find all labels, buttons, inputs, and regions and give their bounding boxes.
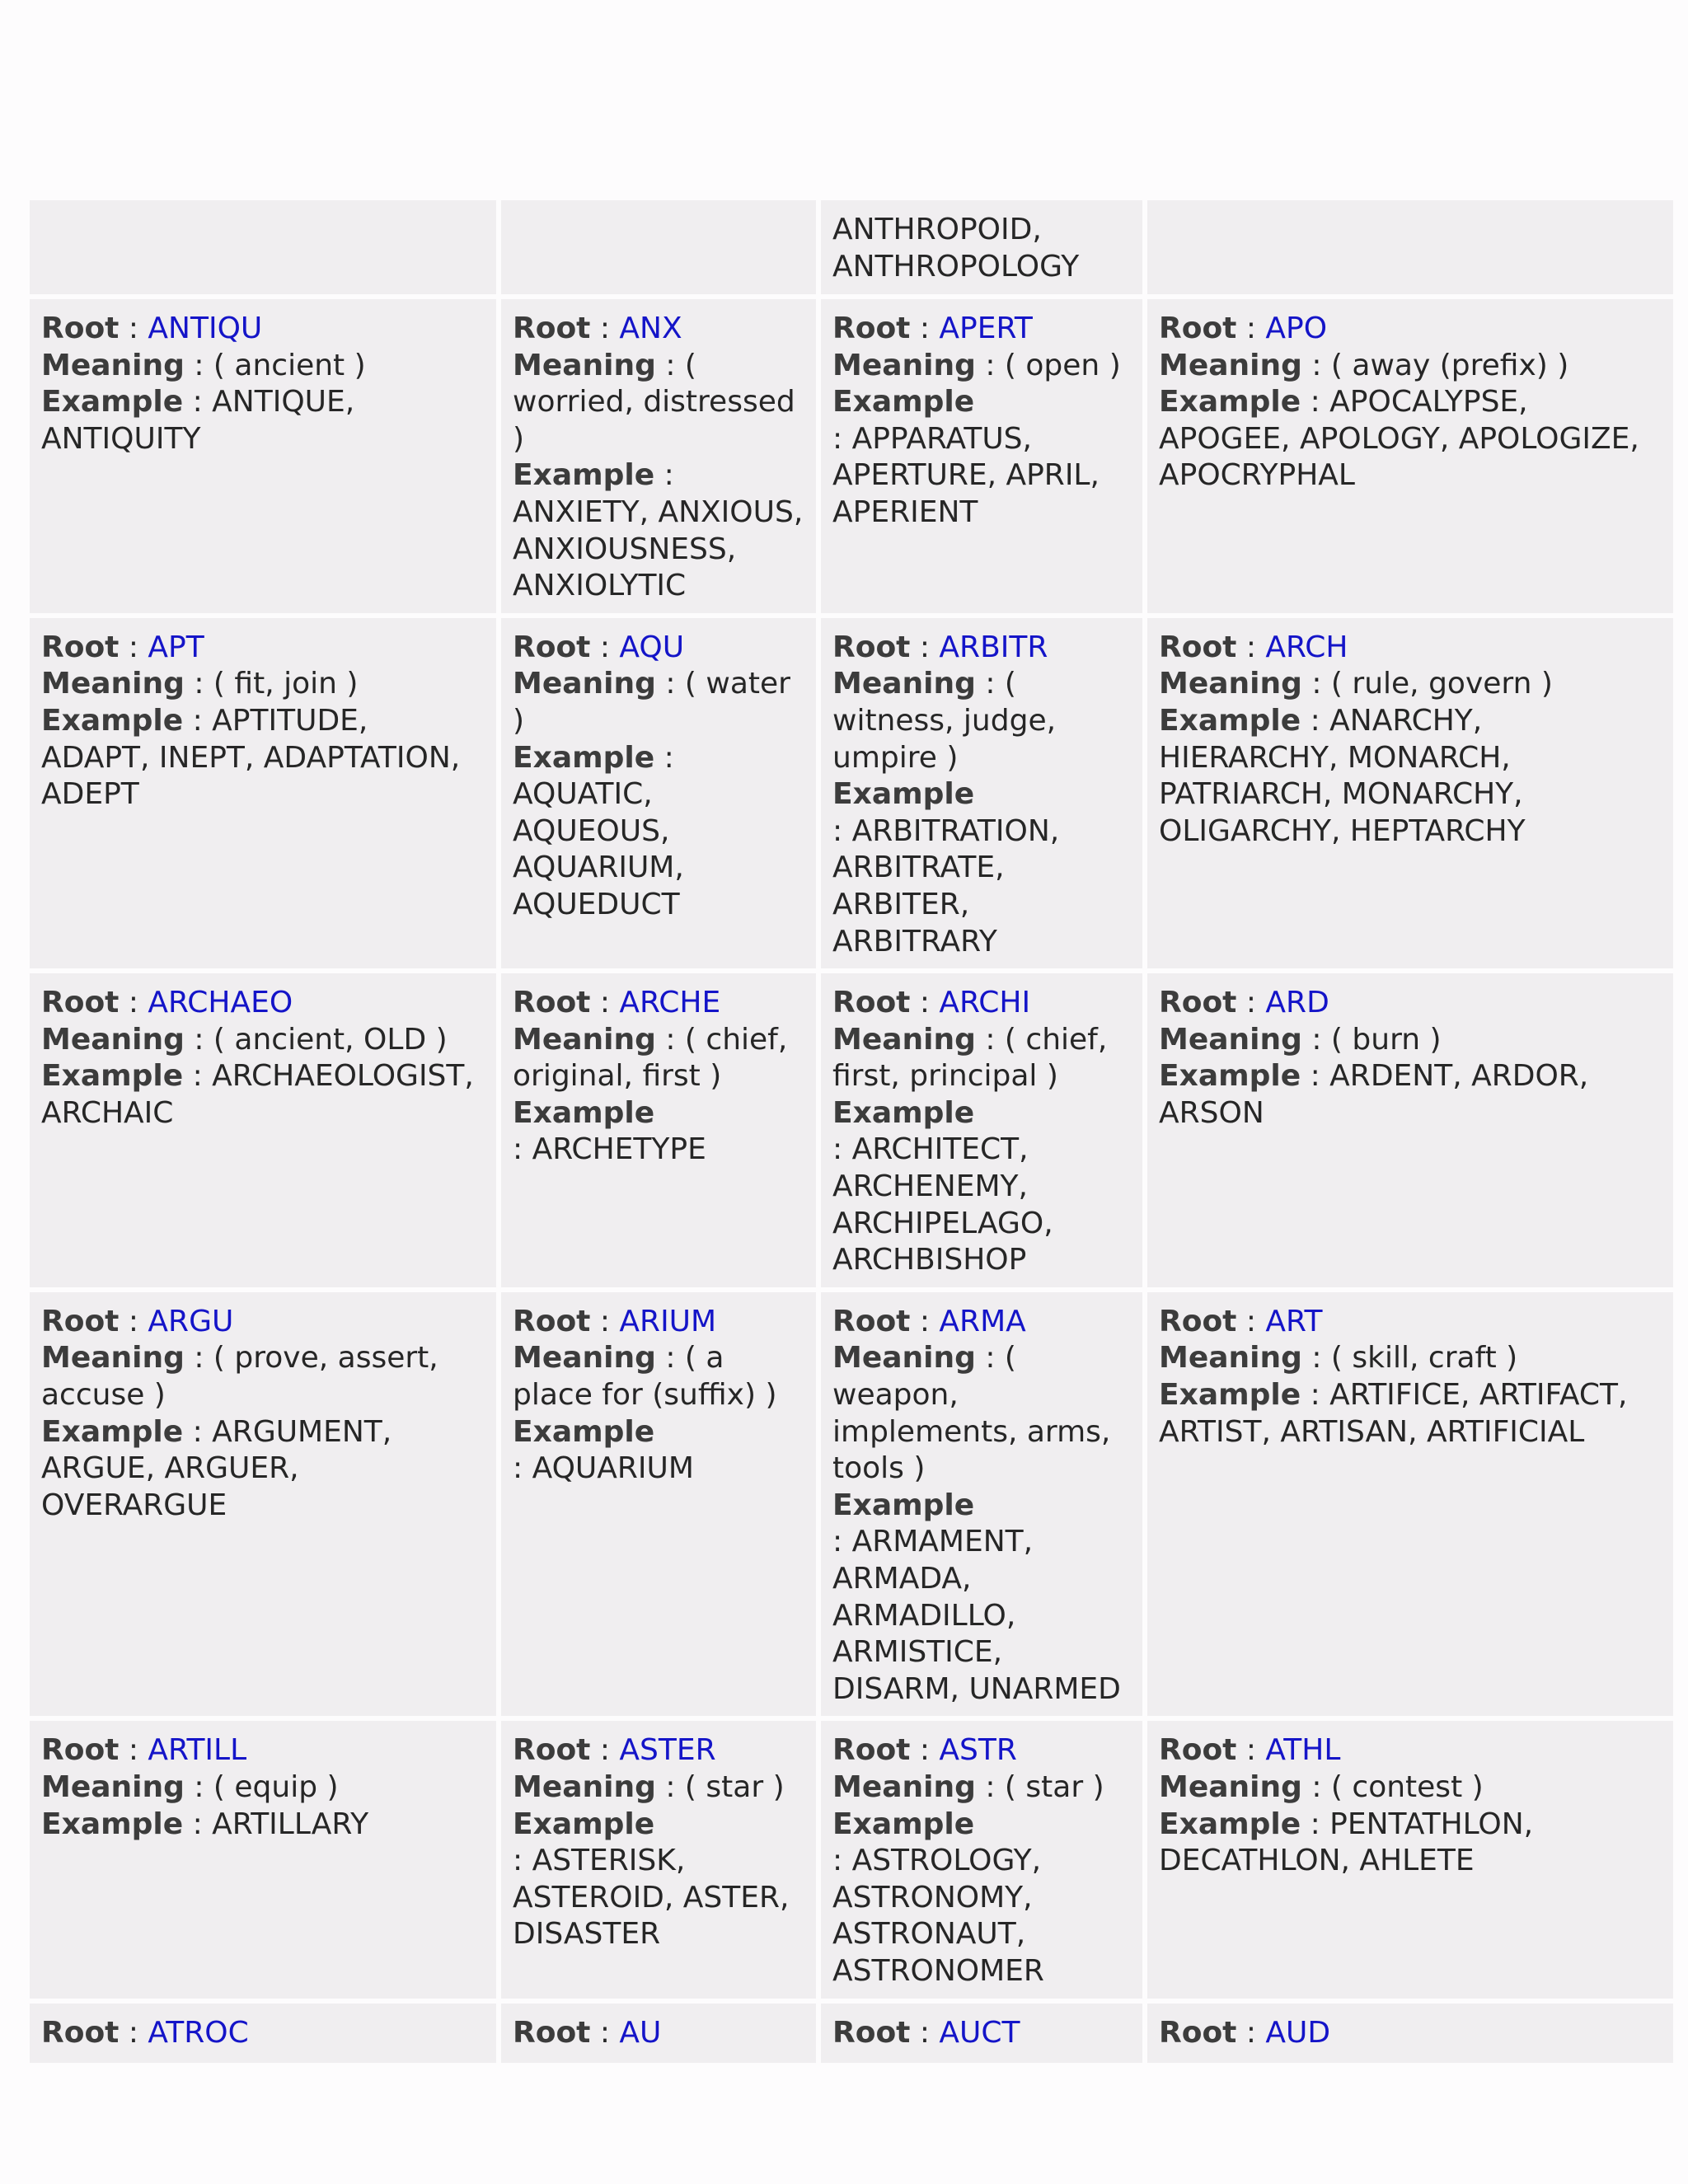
root-entry-cell xyxy=(501,1721,816,1998)
meaning-line xyxy=(41,666,485,703)
root-label: Root xyxy=(832,630,911,664)
root-value: APT xyxy=(148,630,204,664)
separator: : xyxy=(1301,703,1330,738)
example-value: ARMAMENT, ARMADA, ARMADILLO, ARMISTICE, DISARM, UNARMED xyxy=(832,1525,1121,1706)
example-value: ARTIFICE, ARTIFACT, ARTIST, ARTISAN, ARTIFICIAL xyxy=(1159,1378,1628,1449)
root-value: ASTR xyxy=(939,1733,1017,1768)
example-value: ASTERISK, ASTEROID, ASTER, DISASTER xyxy=(513,1844,790,1952)
separator: : xyxy=(590,1304,620,1338)
example-value: ARCHAEOLOGIST, ARCHAIC xyxy=(41,1059,474,1130)
example-value: ANARCHY, HIERARCHY, MONARCH, PATRIARCH, MONARCHY, OLIGARCHY, HEPTARCHY xyxy=(1159,703,1526,848)
root-line xyxy=(513,630,804,667)
meaning-line xyxy=(832,1022,1131,1095)
example-label: Example xyxy=(1159,1059,1301,1094)
example-line xyxy=(513,457,804,604)
separator: : xyxy=(1236,1304,1266,1338)
root-entry-cell xyxy=(821,200,1142,294)
meaning-label: Meaning xyxy=(513,667,656,701)
root-value: ARGU xyxy=(148,1304,234,1338)
example-line xyxy=(513,1414,804,1488)
root-entry-cell xyxy=(821,299,1142,613)
separator: : xyxy=(1301,1807,1330,1841)
example-value: ARCHETYPE xyxy=(532,1132,706,1167)
meaning-label: Meaning xyxy=(41,348,185,382)
meaning-value: ( worried, distressed ) xyxy=(513,348,795,456)
meaning-label: Meaning xyxy=(1159,348,1302,382)
root-value: ARCHE xyxy=(619,986,721,1020)
root-value: ARCH xyxy=(1265,630,1348,664)
example-value: ANTIQUE, ANTIQUITY xyxy=(41,385,355,456)
separator: : xyxy=(655,1341,685,1376)
meaning-value: ( weapon, implements, arms, tools ) xyxy=(832,1341,1111,1486)
root-entry-cell xyxy=(30,973,496,1287)
separator: : xyxy=(183,1807,213,1841)
separator: : xyxy=(590,986,620,1020)
meaning-label: Meaning xyxy=(1159,1341,1302,1376)
root-label: Root xyxy=(41,630,120,664)
example-label: Example xyxy=(1159,385,1301,419)
root-label: Root xyxy=(1159,1733,1237,1768)
root-value: ARMA xyxy=(939,1304,1026,1338)
meaning-line xyxy=(1159,348,1662,385)
root-label: Root xyxy=(832,986,911,1020)
separator: : xyxy=(975,1341,1005,1376)
meaning-label: Meaning xyxy=(1159,1022,1302,1057)
root-entry-cell xyxy=(501,973,816,1287)
example-line xyxy=(832,384,1131,531)
separator: : xyxy=(832,421,852,456)
table-row xyxy=(30,299,1673,613)
separator: : xyxy=(513,1844,532,1878)
example-label: Example xyxy=(1159,1807,1301,1841)
meaning-line xyxy=(1159,1769,1662,1807)
root-value: ATROC xyxy=(148,2015,249,2050)
example-label: Example xyxy=(832,1095,975,1130)
example-line xyxy=(1159,703,1662,850)
meaning-value: ( ancient ) xyxy=(213,348,366,382)
separator: : xyxy=(1301,348,1331,382)
example-value: ARTILLARY xyxy=(212,1807,369,1841)
table-row xyxy=(30,618,1673,968)
root-line xyxy=(832,1732,1131,1769)
root-line xyxy=(513,1304,804,1341)
meaning-value: ( equip ) xyxy=(213,1769,339,1804)
meaning-value: ( rule, govern ) xyxy=(1330,667,1553,701)
root-label: Root xyxy=(1159,312,1237,345)
root-entry-cell xyxy=(1147,200,1673,294)
example-line xyxy=(832,1095,1131,1279)
separator: : xyxy=(654,458,674,493)
meaning-label: Meaning xyxy=(1159,1769,1302,1804)
meaning-line xyxy=(41,1769,485,1807)
meaning-line xyxy=(832,666,1131,776)
meaning-value: ( witness, judge, umpire ) xyxy=(832,667,1057,775)
table-row xyxy=(30,1721,1673,1998)
meaning-label: Meaning xyxy=(41,667,185,701)
root-entry-cell xyxy=(821,1721,1142,1998)
meaning-value: ( water ) xyxy=(513,667,790,738)
separator: : xyxy=(184,1769,213,1804)
example-line xyxy=(513,1807,804,1953)
separator: : xyxy=(183,385,213,419)
example-line xyxy=(41,703,485,813)
example-label: Example xyxy=(41,1414,184,1449)
root-line xyxy=(513,985,804,1022)
separator: : xyxy=(910,1733,940,1768)
meaning-value: ( skill, craft ) xyxy=(1330,1341,1518,1376)
meaning-value: ( contest ) xyxy=(1330,1769,1484,1804)
root-line xyxy=(513,1732,804,1769)
example-value: APTITUDE, ADAPT, INEPT, ADAPTATION, ADEPT xyxy=(41,703,461,812)
root-line xyxy=(513,2015,804,2052)
separator: : xyxy=(1301,1059,1330,1094)
separator: : xyxy=(590,312,620,345)
root-label: Root xyxy=(41,2015,120,2050)
root-line xyxy=(1159,1732,1662,1769)
meaning-line xyxy=(1159,666,1662,703)
separator: : xyxy=(655,348,685,382)
example-label: Example xyxy=(832,1488,975,1522)
separator: : xyxy=(513,1132,532,1167)
root-entry-cell xyxy=(30,1721,496,1998)
separator: : xyxy=(183,1414,213,1449)
separator: : xyxy=(119,630,148,664)
separator: : xyxy=(184,1022,213,1057)
root-entry-cell xyxy=(501,1292,816,1717)
example-line xyxy=(832,776,1131,960)
root-line xyxy=(1159,1304,1662,1341)
meaning-line xyxy=(1159,1022,1662,1059)
root-value: ARCHAEO xyxy=(148,986,293,1020)
separator: : xyxy=(975,1769,1005,1804)
example-value: ARDENT, ARDOR, ARSON xyxy=(1159,1059,1589,1130)
example-label: Example xyxy=(1159,1378,1301,1413)
meaning-value: ( burn ) xyxy=(1330,1022,1442,1057)
separator: : xyxy=(832,1525,852,1559)
root-value: ARIUM xyxy=(619,1304,717,1338)
meaning-label: Meaning xyxy=(513,1022,656,1057)
root-value: AU xyxy=(619,2015,662,2050)
table-row xyxy=(30,200,1673,294)
root-label: Root xyxy=(1159,630,1237,664)
meaning-label: Meaning xyxy=(832,1769,976,1804)
root-line xyxy=(1159,630,1662,667)
root-entry-cell xyxy=(1147,299,1673,613)
meaning-line xyxy=(832,348,1131,385)
example-line xyxy=(41,1414,485,1525)
root-entry-cell xyxy=(501,618,816,968)
meaning-line xyxy=(513,1340,804,1413)
separator: : xyxy=(1301,1022,1331,1057)
separator: : xyxy=(654,740,674,775)
meaning-label: Meaning xyxy=(41,1341,185,1376)
example-label: Example xyxy=(41,385,184,419)
example-label: Example xyxy=(41,1807,184,1841)
example-label: Example xyxy=(513,1095,655,1130)
meaning-line xyxy=(513,666,804,739)
roots-table xyxy=(25,195,1678,2068)
example-value: ARBITRATION, ARBITRATE, ARBITER, ARBITRARY xyxy=(832,813,1060,958)
meaning-value: ( star ) xyxy=(1004,1769,1104,1804)
root-line xyxy=(41,1304,485,1341)
root-label: Root xyxy=(832,312,911,345)
separator: : xyxy=(655,1022,685,1057)
separator: : xyxy=(1236,986,1266,1020)
example-value: APOCALYPSE, APOGEE, APOLOGY, APOLOGIZE, APOCRYPHAL xyxy=(1159,385,1639,493)
root-value: ARTILL xyxy=(148,1733,247,1768)
root-entry-cell xyxy=(1147,1721,1673,1998)
root-value: ASTER xyxy=(619,1733,716,1768)
example-line xyxy=(832,1807,1131,1990)
meaning-value: ( chief, first, principal ) xyxy=(832,1022,1108,1094)
meaning-line xyxy=(513,1022,804,1095)
separator: : xyxy=(590,1733,620,1768)
separator: : xyxy=(655,667,685,701)
root-label: Root xyxy=(513,1304,591,1338)
root-entry-cell xyxy=(821,973,1142,1287)
root-entry-cell xyxy=(821,2004,1142,2063)
example-value: AQUATIC, AQUEOUS, AQUARIUM, AQUEDUCT xyxy=(513,777,684,921)
separator: : xyxy=(832,813,852,848)
example-line xyxy=(1159,1058,1662,1132)
meaning-value: ( a place for (suffix) ) xyxy=(513,1341,777,1413)
separator: : xyxy=(910,986,940,1020)
table-row xyxy=(30,1292,1673,1717)
meaning-line xyxy=(513,348,804,458)
root-value: ANX xyxy=(619,312,682,345)
root-line xyxy=(41,630,485,667)
separator: : xyxy=(1301,385,1330,419)
meaning-line xyxy=(832,1769,1131,1807)
meaning-value: ( star ) xyxy=(684,1769,785,1804)
root-entry-cell xyxy=(1147,973,1673,1287)
root-value: ART xyxy=(1265,1304,1323,1338)
root-label: Root xyxy=(41,986,120,1020)
root-line xyxy=(41,2015,485,2052)
separator: : xyxy=(975,1022,1005,1057)
separator: : xyxy=(184,1341,213,1376)
root-entry-cell xyxy=(821,1292,1142,1717)
meaning-label: Meaning xyxy=(513,348,656,382)
meaning-label: Meaning xyxy=(41,1022,185,1057)
separator: : xyxy=(1236,1733,1266,1768)
root-value: AQU xyxy=(619,630,685,664)
meaning-line xyxy=(513,1769,804,1807)
root-label: Root xyxy=(41,1304,120,1338)
example-label: Example xyxy=(513,458,655,493)
separator: : xyxy=(832,1132,852,1167)
root-line xyxy=(1159,2015,1662,2052)
meaning-label: Meaning xyxy=(41,1769,185,1804)
example-line xyxy=(513,1095,804,1169)
meaning-label: Meaning xyxy=(832,667,976,701)
meaning-line xyxy=(41,1340,485,1413)
root-label: Root xyxy=(1159,986,1237,1020)
root-entry-cell xyxy=(501,2004,816,2063)
root-entry-cell xyxy=(501,200,816,294)
table-row xyxy=(30,2004,1673,2063)
meaning-value: ( fit, join ) xyxy=(213,667,359,701)
meaning-value: ( ancient, OLD ) xyxy=(213,1022,448,1057)
root-line xyxy=(832,630,1131,667)
example-value: ASTROLOGY, ASTRONOMY, ASTRONAUT, ASTRONOMER xyxy=(832,1844,1044,1988)
root-label: Root xyxy=(1159,2015,1237,2050)
meaning-line xyxy=(832,1340,1131,1487)
example-label: Example xyxy=(41,1059,184,1094)
example-line xyxy=(41,1807,485,1844)
example-value: APPARATUS, APERTURE, APRIL, APERIENT xyxy=(832,421,1100,529)
example-line xyxy=(1159,384,1662,494)
root-label: Root xyxy=(513,1733,591,1768)
example-label: Example xyxy=(1159,703,1301,738)
root-value: ANTIQU xyxy=(148,312,263,345)
root-entry-cell xyxy=(1147,618,1673,968)
meaning-value: ( prove, assert, accuse ) xyxy=(41,1341,438,1413)
meaning-value: ( open ) xyxy=(1004,348,1121,382)
root-entry-cell xyxy=(501,299,816,613)
root-entry-cell xyxy=(1147,2004,1673,2063)
example-label: Example xyxy=(513,1414,655,1449)
root-label: Root xyxy=(513,2015,591,2050)
separator: : xyxy=(1301,1769,1331,1804)
separator: : xyxy=(119,312,148,345)
root-value: ARD xyxy=(1265,986,1329,1020)
root-entry-cell xyxy=(30,2004,496,2063)
example-value: ARCHITECT, ARCHENEMY, ARCHIPELAGO, ARCHBISHOP xyxy=(832,1132,1053,1277)
root-line xyxy=(832,985,1131,1022)
root-value: AUCT xyxy=(939,2015,1020,2050)
root-label: Root xyxy=(832,2015,911,2050)
separator: : xyxy=(1236,630,1266,664)
meaning-label: Meaning xyxy=(832,348,976,382)
root-label: Root xyxy=(513,986,591,1020)
example-line xyxy=(41,384,485,457)
root-label: Root xyxy=(513,630,591,664)
separator: : xyxy=(1236,312,1266,345)
example-label: Example xyxy=(41,703,184,738)
meaning-label: Meaning xyxy=(513,1769,656,1804)
example-line xyxy=(1159,1807,1662,1880)
meaning-label: Meaning xyxy=(1159,667,1302,701)
meaning-label: Meaning xyxy=(513,1341,656,1376)
separator: : xyxy=(119,986,148,1020)
separator: : xyxy=(975,667,1005,701)
meaning-label: Meaning xyxy=(832,1022,976,1057)
root-entry-cell xyxy=(30,299,496,613)
separator: : xyxy=(910,1304,940,1338)
root-label: Root xyxy=(832,1304,911,1338)
root-label: Root xyxy=(41,1733,120,1768)
separator: : xyxy=(1236,2015,1266,2050)
roots-table-body xyxy=(30,200,1673,2063)
separator: : xyxy=(910,2015,940,2050)
example-line xyxy=(41,1058,485,1132)
root-line xyxy=(1159,311,1662,348)
example-label: Example xyxy=(832,385,975,419)
root-value: AUD xyxy=(1265,2015,1331,2050)
separator: : xyxy=(832,1844,852,1878)
root-label: Root xyxy=(832,1733,911,1768)
separator: : xyxy=(910,312,940,345)
separator: : xyxy=(655,1769,685,1804)
root-value: ARCHI xyxy=(939,986,1031,1020)
root-label: Root xyxy=(513,312,591,345)
separator: : xyxy=(590,2015,620,2050)
root-entry-cell xyxy=(30,1292,496,1717)
root-label: Root xyxy=(41,312,120,345)
meaning-line xyxy=(1159,1340,1662,1377)
root-line xyxy=(41,985,485,1022)
meaning-line xyxy=(41,1022,485,1059)
root-value: ARBITR xyxy=(939,630,1048,664)
separator: : xyxy=(183,703,213,738)
root-entry-cell xyxy=(30,618,496,968)
separator: : xyxy=(184,348,213,382)
meaning-line xyxy=(41,348,485,385)
example-label: Example xyxy=(513,740,655,775)
separator: : xyxy=(1301,667,1331,701)
example-label: Example xyxy=(513,1807,655,1841)
separator: : xyxy=(1301,1378,1330,1413)
example-value: ARGUMENT, ARGUE, ARGUER, OVERARGUE xyxy=(41,1414,392,1522)
root-label: Root xyxy=(1159,1304,1237,1338)
separator: : xyxy=(590,630,620,664)
example-line xyxy=(832,1488,1131,1708)
root-value: ATHL xyxy=(1265,1733,1341,1768)
separator: : xyxy=(975,348,1005,382)
table-row xyxy=(30,973,1673,1287)
root-value: APO xyxy=(1265,312,1328,345)
separator: : xyxy=(513,1451,532,1486)
example-line xyxy=(1159,1377,1662,1451)
root-line xyxy=(1159,985,1662,1022)
root-line xyxy=(41,1732,485,1769)
continued-example-text: ANTHROPOID, ANTHROPOLOGY xyxy=(832,213,1080,284)
separator: : xyxy=(183,1059,213,1094)
separator: : xyxy=(910,630,940,664)
separator: : xyxy=(184,667,213,701)
root-line xyxy=(41,311,485,348)
root-line xyxy=(832,311,1131,348)
example-label: Example xyxy=(832,777,975,812)
meaning-value: ( chief, original, first ) xyxy=(513,1022,788,1094)
root-entry-cell xyxy=(30,200,496,294)
separator: : xyxy=(119,2015,148,2050)
example-value: PENTATHLON, DECATHLON, AHLETE xyxy=(1159,1807,1534,1878)
root-entry-cell xyxy=(1147,1292,1673,1717)
example-label: Example xyxy=(832,1807,975,1841)
meaning-value: ( away (prefix) ) xyxy=(1330,348,1569,382)
example-value: ANXIETY, ANXIOUS, ANXIOUSNESS, ANXIOLYTIC xyxy=(513,494,804,603)
root-entry-cell xyxy=(821,618,1142,968)
example-value: AQUARIUM xyxy=(532,1451,694,1486)
separator: : xyxy=(1301,1341,1331,1376)
root-value: APERT xyxy=(939,312,1033,345)
root-line xyxy=(832,2015,1131,2052)
root-line xyxy=(832,1304,1131,1341)
separator: : xyxy=(119,1733,148,1768)
separator: : xyxy=(119,1304,148,1338)
meaning-label: Meaning xyxy=(832,1341,976,1376)
root-line xyxy=(513,311,804,348)
example-line xyxy=(513,740,804,924)
